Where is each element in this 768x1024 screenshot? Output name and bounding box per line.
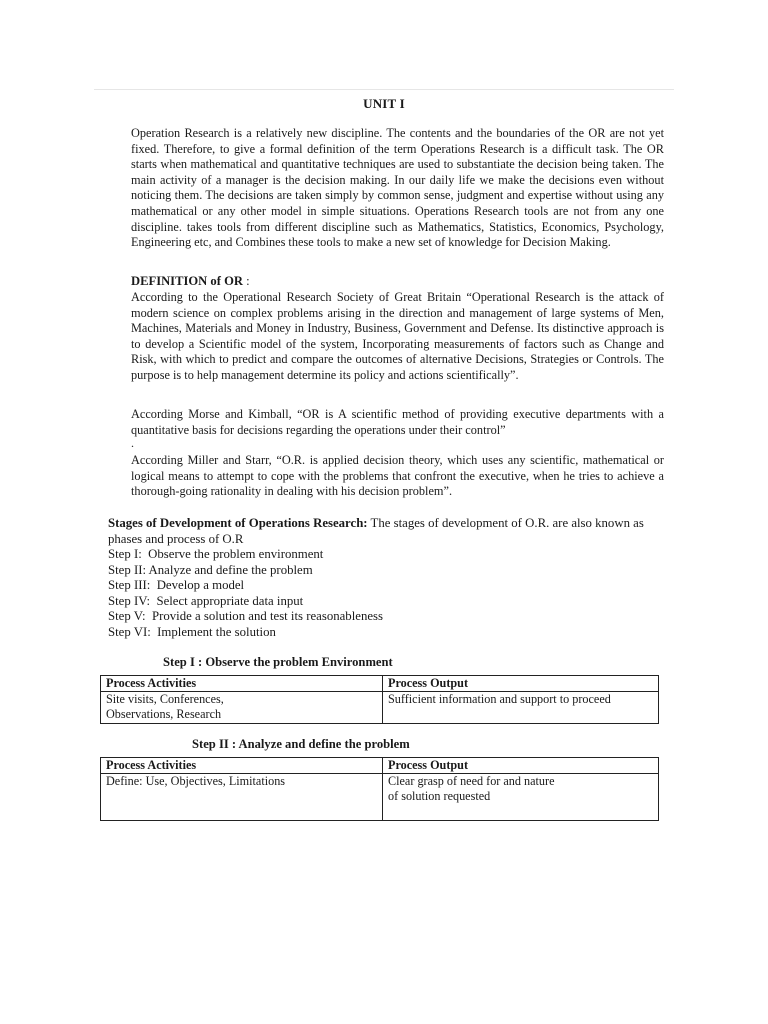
activities-line: Observations, Research: [106, 706, 222, 721]
step-item: Step V: Provide a solution and test its reasonableness: [108, 609, 383, 624]
definition-heading-label: DEFINITION of OR: [131, 274, 243, 288]
output-line: of solution requested: [388, 788, 491, 803]
step-item: Step III: Develop a model: [108, 578, 245, 593]
stray-dot: .: [131, 436, 134, 450]
output-line: Clear grasp of need for and nature: [388, 774, 555, 788]
step-item: Step I: Observe the problem environment: [108, 547, 324, 561]
stages-text: The stages of development of O.R. are also known as phases and process of O.R: [108, 516, 644, 546]
activities-line: Define: Use, Objectives, Limitations: [106, 774, 286, 788]
activities-line: Site visits, Conferences,: [106, 692, 224, 706]
header-process-output: Process Output: [383, 676, 659, 692]
steps-list: [108, 547, 608, 641]
definition-heading-suffix: :: [242, 274, 250, 288]
header-process-output: Process Output: [383, 758, 659, 774]
definition-miller-paragraph: According Miller and Starr, “O.R. is applied decision theory, which uses any scientific, mathematical or logical means to attempt to cope with the problems that confront the executive, when he tries to achieve a thorough-going rationality in dealing with his decision problem”.: [131, 453, 664, 499]
activities-cell: [101, 692, 383, 724]
stages-intro: [108, 516, 664, 547]
table-header-row: [101, 676, 659, 692]
step1-table-title: Step I : Observe the problem Environment: [163, 655, 393, 669]
step-item: Step IV: Select appropriate data input: [108, 593, 304, 608]
header-process-activities: Process Activities: [101, 676, 383, 692]
step-item: Step VI: Implement the solution: [108, 624, 276, 639]
intro-paragraph: Operation Research is a relatively new discipline. The contents and the boundaries of the OR are not yet fixed. Therefore, to give a formal definition of the term Operations Research is a difficult task. The OR starts when mathematical and quantitative techniques are used to substantiate the decision being taken. The main activity of a manager is the decision making. In our daily life we make the decisions even without noticing them. The decisions are taken simply by common sense, judgment and expertise without using any mathematical or any other model in simple situations. Operations Research tools are not from any one discipline. takes tools from different discipline such as Mathematics, Statistics, Economics, Psychology, Engineering etc, and Combines these tools to make a new set of knowledge for Decision Making.: [131, 126, 664, 250]
output-cell: [383, 692, 659, 724]
stages-heading: Stages of Development of Operations Research:: [108, 516, 368, 530]
activities-cell: [101, 774, 383, 821]
output-line: Sufficient information and support to proceed: [388, 692, 611, 706]
unit-title: UNIT I: [363, 96, 405, 111]
top-divider: [94, 89, 674, 90]
step-item: Step II: Analyze and define the problem: [108, 562, 313, 577]
definition-heading: [131, 274, 250, 289]
step2-process-table: [100, 757, 659, 821]
header-process-activities: Process Activities: [101, 758, 383, 774]
definition-society-paragraph: According to the Operational Research Society of Great Britain “Operational Research is the attack of modern science on complex problems arising in the direction and management of large systems of Men, Machines, Materials and Money in Industry, Business, Government and Defense. Its distinctive approach is to develop a Scientific model of the system, Incorporating measurements of factors such as Change and Risk, with which to predict and compare the outcomes of alternative Decisions, Strategies or Controls. The purpose is to help management determine its policy and actions scientifically”.: [131, 290, 664, 382]
step2-table-title: Step II : Analyze and define the problem: [192, 737, 410, 751]
table-row: [101, 774, 659, 821]
output-cell: [383, 774, 659, 821]
step1-process-table: [100, 675, 659, 724]
table-header-row: [101, 758, 659, 774]
definition-morse-paragraph: According Morse and Kimball, “OR is A scientific method of providing executive departments with a quantitative basis for decisions regarding the operations under their control”: [131, 407, 664, 437]
table-row: [101, 692, 659, 724]
